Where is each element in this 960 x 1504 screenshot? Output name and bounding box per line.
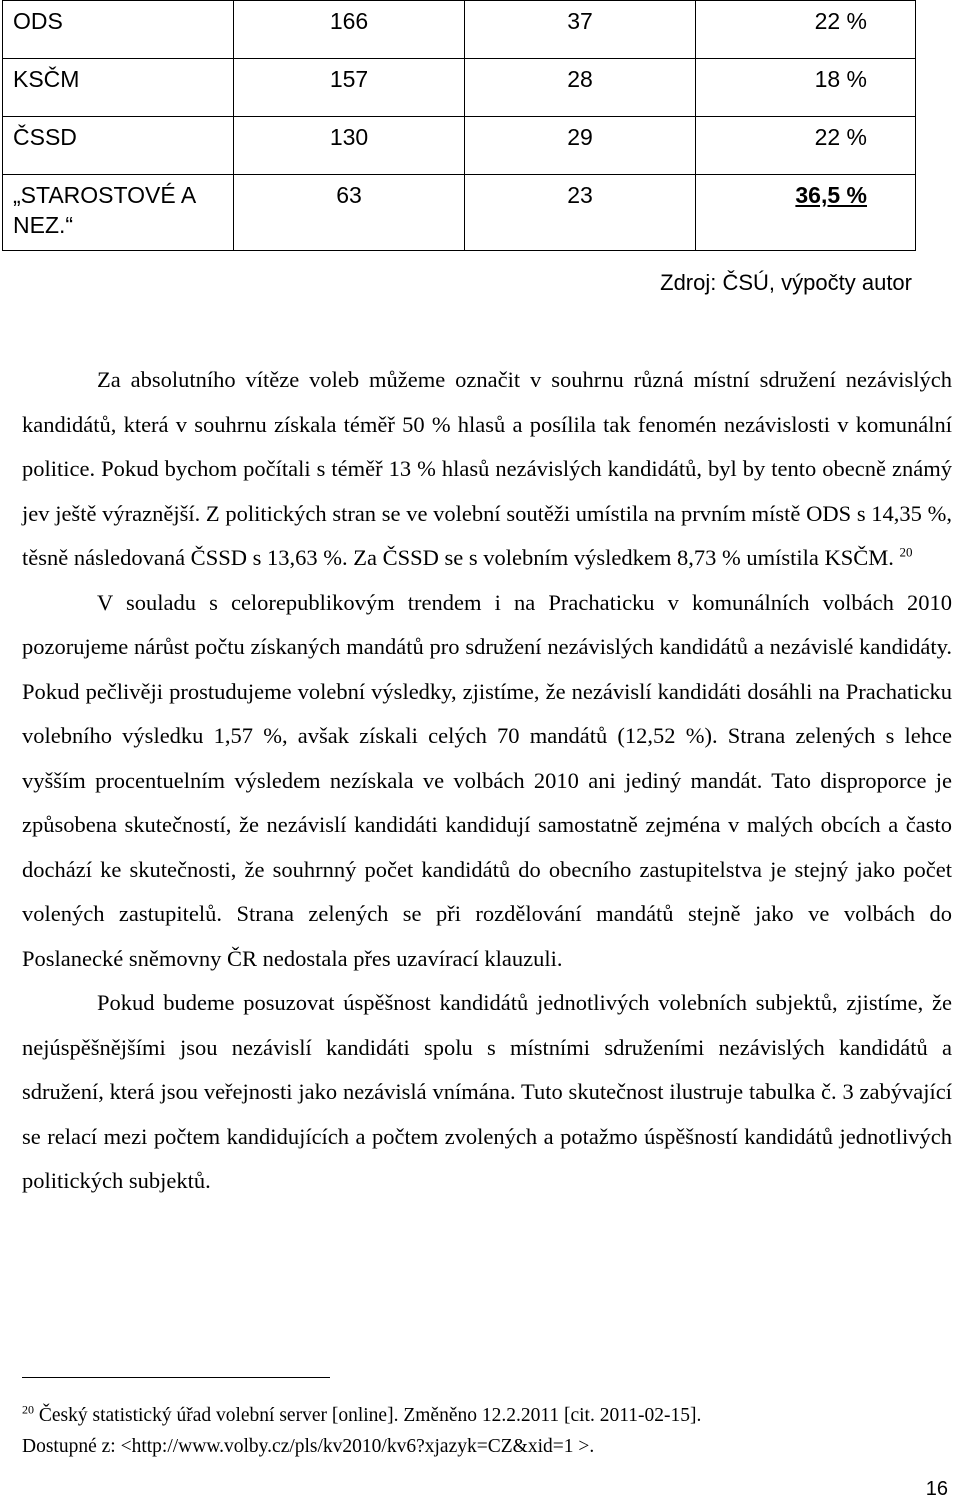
- footnote-ref[interactable]: 20: [899, 544, 913, 560]
- percent-cell: 22 %: [696, 1, 916, 59]
- footnote-number: 20: [22, 1402, 34, 1417]
- footnote-line-1: Český statistický úřad volební server [online]. Změněno 12.2.2011 [cit. 2011-02-15].: [38, 1405, 702, 1426]
- value-b-cell: 28: [465, 59, 696, 117]
- value-a-cell: 157: [234, 59, 465, 117]
- percent-cell: 22 %: [696, 117, 916, 175]
- value-a-cell: 130: [234, 117, 465, 175]
- value-a-cell: 166: [234, 1, 465, 59]
- results-table: [2, 0, 916, 251]
- value-b-cell: 37: [465, 1, 696, 59]
- percent-cell: 18 %: [696, 59, 916, 117]
- footnote-line-2: Dostupné z: <http://www.volby.cz/pls/kv2010/kv6?xjazyk=CZ&xid=1 >.: [22, 1436, 595, 1457]
- party-cell: ČSSD: [3, 117, 234, 175]
- footnote: [22, 1400, 922, 1462]
- body-text: [22, 358, 952, 1204]
- table-row: [3, 117, 916, 175]
- table-row: [3, 1, 916, 59]
- table-row: [3, 59, 916, 117]
- paragraph: Za absolutního vítěze voleb můžeme označit v souhrnu různá místní sdružení nezávislých kandidátů, která v souhrnu získala téměř 50 % hlasů a posílila tak fenomén nezávislosti v komunální politice. Pokud bychom počítali s téměř 13 % hlasů nezávislých kandidátů, byl by tento obecně známý jev ještě výraznější. Z politických stran se ve volební soutěži umístila na prvním místě ODS s 14,35 %, těsně následovaná ČSSD s 13,63 %. Za ČSSD se s volebním výsledkem 8,73 % umístila KSČM. $^{20}$: [22, 367, 952, 570]
- party-cell: „STAROSTOVÉ A NEZ.“: [3, 175, 234, 251]
- value-b-cell: 29: [465, 117, 696, 175]
- party-cell: ODS: [3, 1, 234, 59]
- footnote-divider: [22, 1377, 330, 1378]
- party-cell: KSČM: [3, 59, 234, 117]
- value-b-cell: 23: [465, 175, 696, 251]
- paragraph: V souladu s celorepublikovým trendem i na Prachaticku v komunálních volbách 2010 pozorujeme nárůst počtu získaných mandátů pro sdružení nezávislých kandidátů a nezávislé kandidáty. Pokud pečlivěji prostudujeme volební výsledky, zjistíme, že nezávislí kandidáti dosáhli na Prachaticku volebního výsledku 1,57 %, avšak získali celých 70 mandátů (12,52 %). Strana zelených s lehce vyšším procentuelním výsledem nezískala ve volbách 2010 ani jediný mandát. Tato disproporce je způsobena skutečností, že nezávislí kandidáti kandidují samostatně zejména v malých obcích a často dochází ke skutečnosti, že souhrnný počet kandidátů do obecního zastupitelstva je stejný jako počet volených zastupitelů. Strana zelených se při rozdělování mandátů stejně jako ve volbách do Poslanecké sněmovny ČR nedostala přes uzavírací klauzuli.: [22, 589, 952, 971]
- table-source: Zdroj: ČSÚ, výpočty autor: [660, 270, 912, 295]
- value-a-cell: 63: [234, 175, 465, 251]
- paragraph: Pokud budeme posuzovat úspěšnost kandidátů jednotlivých volebních subjektů, zjistíme, že nejúspěšnějšími jsou nezávislí kandidáti spolu s místními sdruženími nezávislých kandidátů a sdružení, která jsou veřejnosti jako nezávislá vnímána. Tuto skutečnost ilustruje tabulka č. 3 zabývající se relací mezi počtem kandidujících a počtem zvolených a potažmo úspěšností kandidátů jednotlivých politických subjektů.: [22, 990, 952, 1193]
- table-row: [3, 175, 916, 251]
- page-number: 16: [925, 1478, 948, 1500]
- highlight-percent: 36,5 %: [795, 182, 867, 208]
- percent-cell: [696, 175, 916, 251]
